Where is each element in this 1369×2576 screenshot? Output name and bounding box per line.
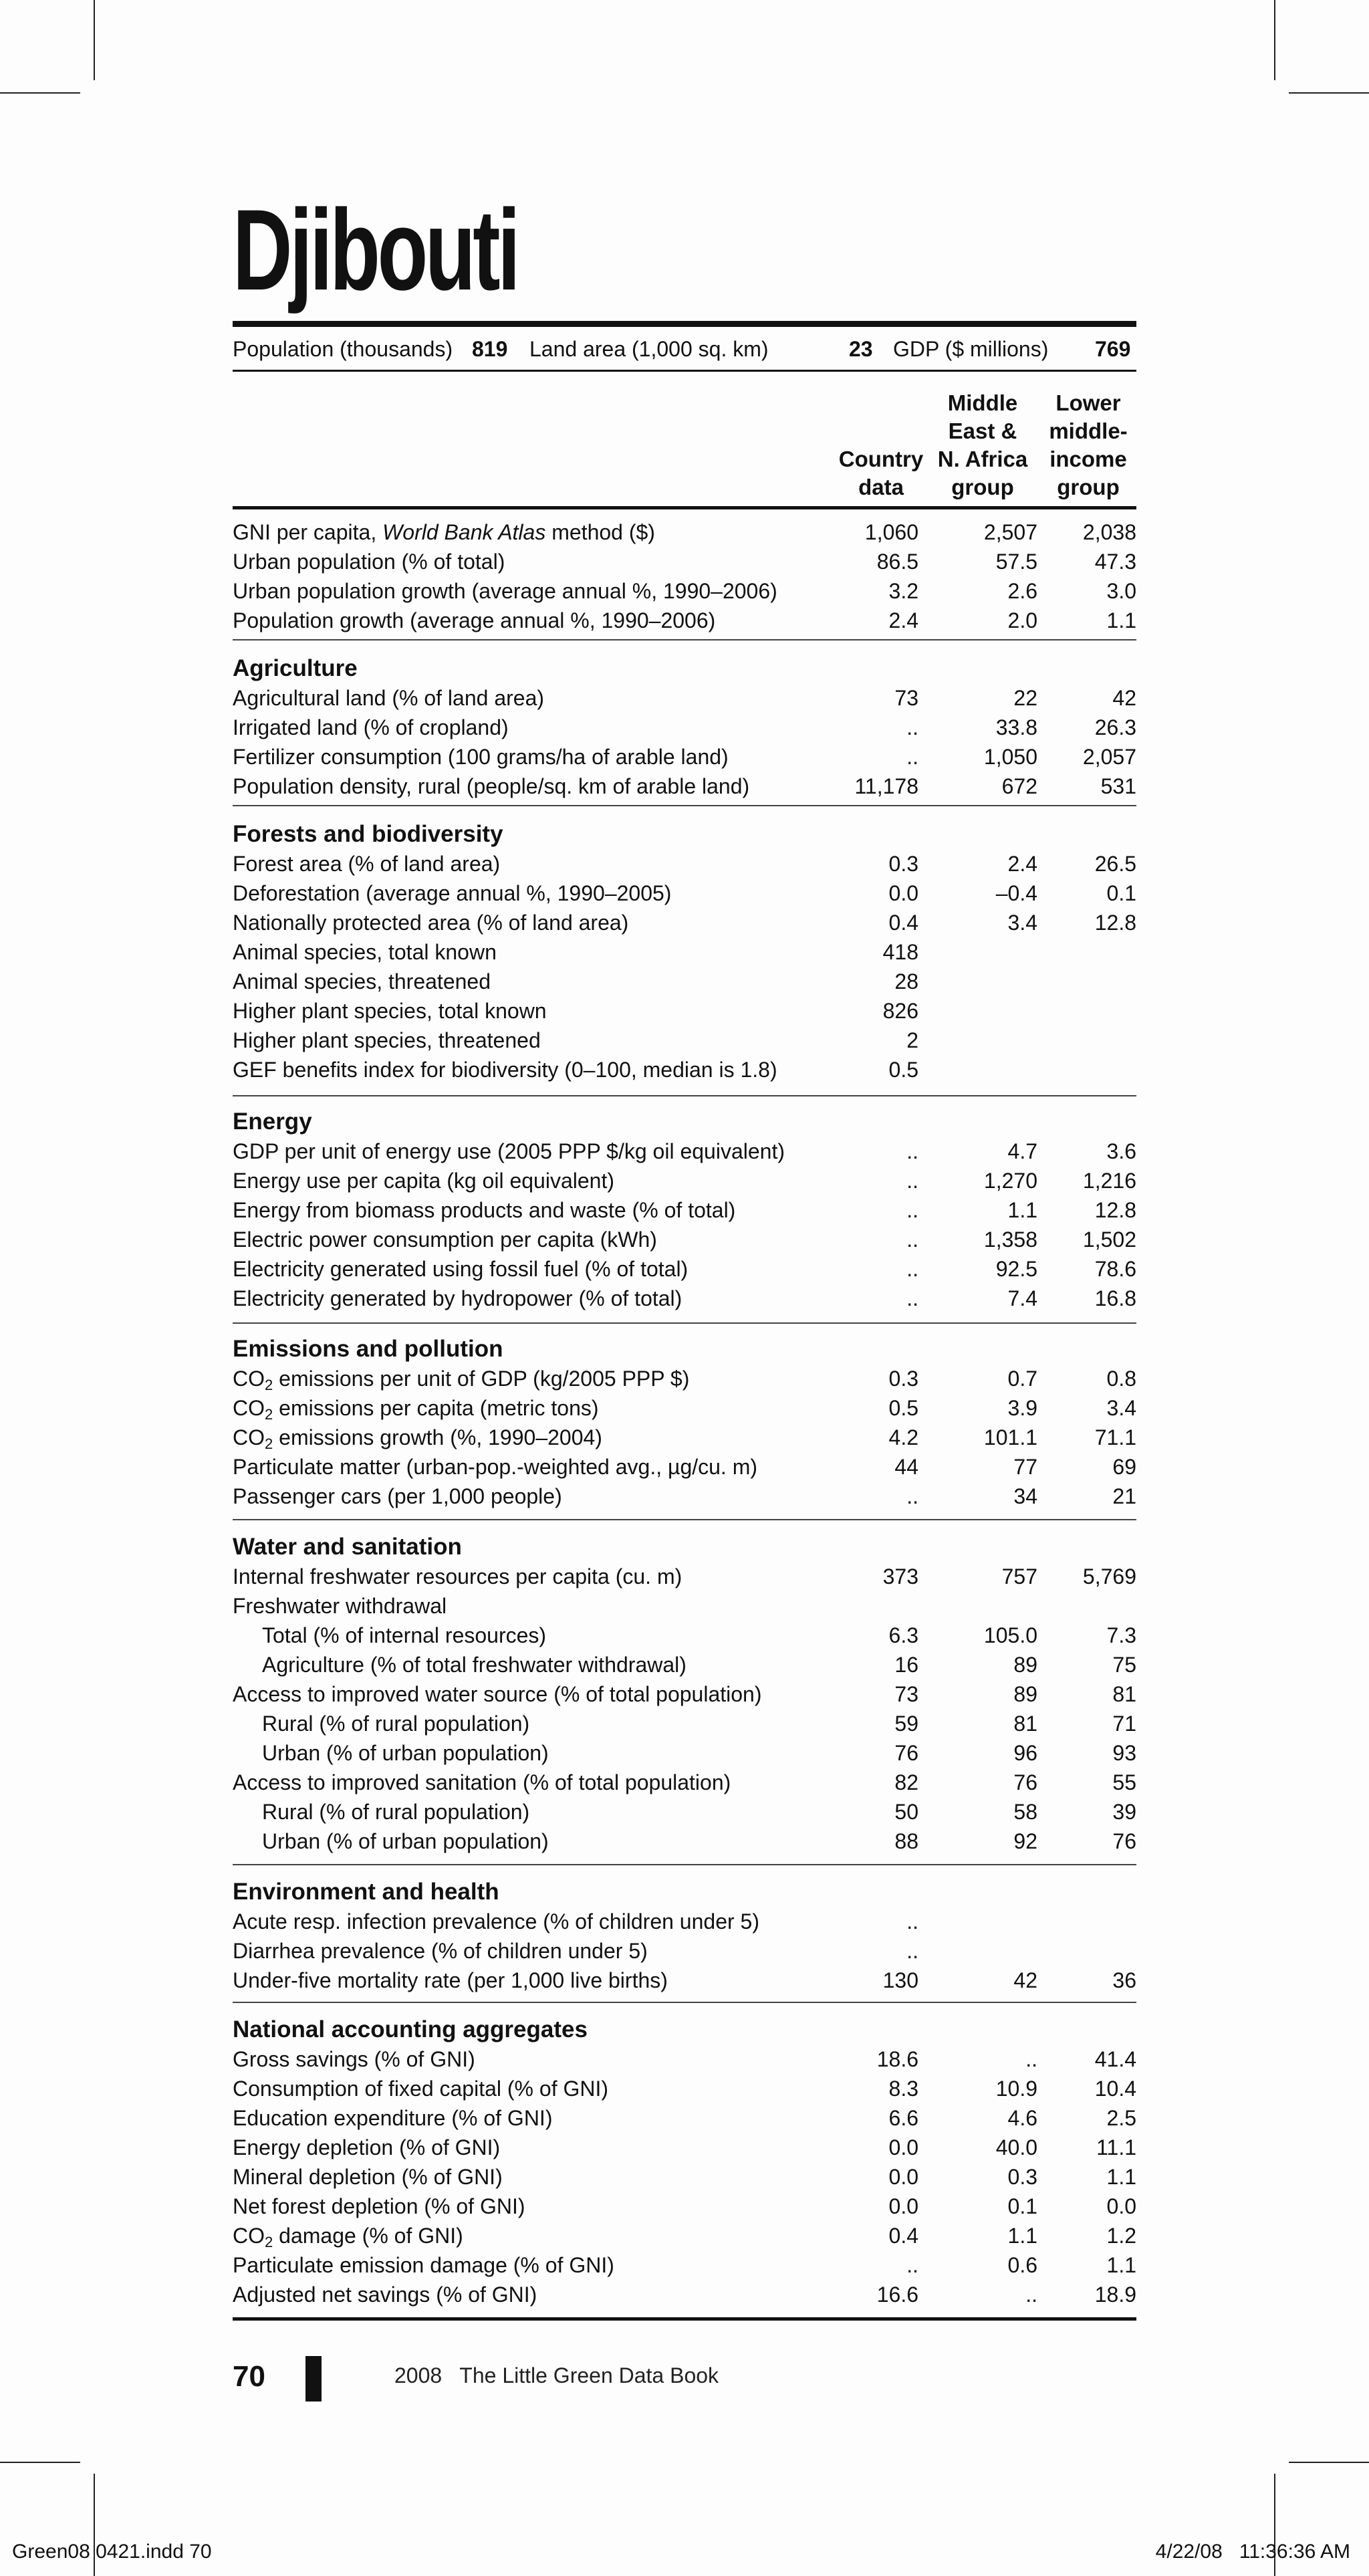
table-row: Animal species, total known 418 — [233, 940, 918, 964]
table-row: GDP per unit of energy use (2005 PPP $/kg oil equivalent) .. 4.7 3.6 — [233, 1139, 1136, 1163]
table-row: Energy from biomass products and waste (% of total) .. 1.1 12.8 — [233, 1198, 1136, 1222]
table-row: Agriculture (% of total freshwater withdrawal) 16 89 75 — [262, 1653, 1136, 1677]
population-label: Population (thousands) — [233, 337, 453, 361]
table-row: Higher plant species, threatened 2 — [233, 1028, 918, 1052]
table-row: Population growth (average annual %, 1990–2006) 2.4 2.0 1.1 — [233, 608, 1136, 632]
summary-rule — [233, 370, 1136, 372]
section-rule — [233, 1322, 1136, 1324]
gdp-value: 769 — [1095, 337, 1131, 361]
section-rule — [233, 1864, 1136, 1865]
bottom-rule — [233, 2317, 1136, 2321]
table-row: $CO_2$ emissions per unit of GDP (kg/2005 PPP $) 0.3 0.7 0.8 — [233, 1367, 1136, 1393]
table-row: Higher plant species, total known 826 — [233, 999, 918, 1023]
page-number: 70 — [233, 2360, 265, 2393]
column-header-income: Lower middle- income group — [1049, 390, 1128, 499]
table-row: Urban (% of urban population) 76 96 93 — [262, 1741, 1136, 1765]
gdp-label: GDP ($ millions) — [893, 337, 1049, 361]
table-row: GEF benefits index for biodiversity (0–100, median is 1.8) 0.5 — [233, 1058, 918, 1082]
table-row: Urban (% of urban population) 88 92 76 — [262, 1829, 1136, 1853]
table-row: Electricity generated by hydropower (% of total) .. 7.4 16.8 — [233, 1286, 1136, 1310]
table-row: $CO_2$ emissions growth (%, 1990–2004) 4.2 101.1 71.1 — [233, 1425, 1136, 1452]
country-title: Djibouti — [233, 186, 518, 314]
table-row: GNI per capita, World Bank Atlas method ($) 1,060 2,507 2,038 — [233, 520, 1136, 544]
table-row: Fertilizer consumption (100 grams/ha of arable land) .. 1,050 2,057 — [233, 745, 1136, 769]
print-slug-timestamp: 4/22/08 11:36:36 AM — [1155, 2541, 1350, 2563]
summary-bar — [233, 334, 1136, 364]
table-row: Urban population (% of total) 86.5 57.5 47.3 — [233, 550, 1136, 574]
table-row: Net forest depletion (% of GNI) 0.0 0.1 0.0 — [233, 2194, 1136, 2218]
table-row: Under-five mortality rate (per 1,000 live births) 130 42 36 — [233, 1968, 1136, 1992]
crop-mark — [1274, 0, 1275, 80]
table-row: Consumption of fixed capital (% of GNI) 8.3 10.9 10.4 — [233, 2077, 1136, 2101]
table-row: Gross savings (% of GNI) 18.6 .. 41.4 — [233, 2047, 1136, 2071]
table-row: Diarrhea prevalence (% of children under 5) .. — [233, 1939, 918, 1963]
section-rule — [233, 639, 1136, 640]
crop-mark — [94, 0, 95, 80]
print-slug-file: Green08 0421.indd 70 — [12, 2541, 212, 2563]
table-row: Acute resp. infection prevalence (% of children under 5) .. — [233, 1909, 918, 1934]
land-area-label: Land area (1,000 sq. km) — [529, 337, 769, 361]
table-row: Internal freshwater resources per capita (cu. m) 373 757 5,769 — [233, 1564, 1136, 1589]
table-row: Irrigated land (% of cropland) .. 33.8 26.3 — [233, 715, 1136, 739]
table-row: Energy depletion (% of GNI) 0.0 40.0 11.1 — [233, 2135, 1136, 2159]
section-rule — [233, 1519, 1136, 1520]
table-row: $CO_2$ emissions per capita (metric tons) 0.5 3.9 3.4 — [233, 1396, 1136, 1423]
section-heading-agriculture: Agriculture — [233, 655, 358, 681]
crop-mark — [1289, 2462, 1369, 2463]
table-row: Electric power consumption per capita (kWh) .. 1,358 1,502 — [233, 1227, 1136, 1252]
table-row: Freshwater withdrawal — [233, 1594, 447, 1618]
section-rule — [233, 1095, 1136, 1096]
table-row: Passenger cars (per 1,000 people) .. 34 21 — [233, 1484, 1136, 1508]
table-row: $CO_2$ damage (% of GNI) 0.4 1.1 1.2 — [233, 2224, 1136, 2250]
land-area-value: 23 — [849, 337, 873, 361]
book-title: 2008 The Little Green Data Book — [394, 2363, 719, 2387]
table-row: Particulate emission damage (% of GNI) .. 0.6 1.1 — [233, 2253, 1136, 2277]
table-row: Energy use per capita (kg oil equivalent) .. 1,270 1,216 — [233, 1169, 1136, 1193]
table-row: Rural (% of rural population) 50 58 39 — [262, 1800, 1136, 1824]
table-row: Deforestation (average annual %, 1990–2005) 0.0 –0.4 0.1 — [233, 881, 1136, 905]
table-row: Access to improved sanitation (% of total population) 82 76 55 — [233, 1770, 1136, 1794]
table-row: Education expenditure (% of GNI) 6.6 4.6 2.5 — [233, 2106, 1136, 2130]
table-row: Population density, rural (people/sq. km of arable land) 11,178 672 531 — [233, 774, 1136, 798]
population-value: 819 — [472, 337, 508, 361]
section-heading-energy: Energy — [233, 1108, 312, 1135]
table-row: Animal species, threatened 28 — [233, 969, 918, 993]
section-rule — [233, 805, 1136, 806]
table-row: Agricultural land (% of land area) 73 22 42 — [233, 686, 1136, 710]
top-rule — [233, 321, 1136, 327]
column-header-region: Middle East & N. Africa group — [937, 390, 1028, 499]
table-row: Mineral depletion (% of GNI) 0.0 0.3 1.1 — [233, 2165, 1136, 2189]
table-row: Rural (% of rural population) 59 81 71 — [262, 1712, 1136, 1736]
section-heading-water: Water and sanitation — [233, 1534, 462, 1560]
header-rule — [233, 506, 1136, 509]
column-header-country: Country data — [838, 447, 924, 499]
section-heading-forests: Forests and biodiversity — [233, 821, 503, 847]
table-row: Adjusted net savings (% of GNI) 16.6 .. 18.9 — [233, 2282, 1136, 2307]
crop-mark — [0, 92, 80, 94]
table-row: Particulate matter (urban-pop.-weighted avg., µg/cu. m) 44 77 69 — [233, 1455, 1136, 1479]
crop-mark — [0, 2462, 80, 2463]
section-rule — [233, 2002, 1136, 2003]
section-heading-national-accounts: National accounting aggregates — [233, 2016, 588, 2042]
section-heading-health: Environment and health — [233, 1879, 499, 1905]
section-heading-emissions: Emissions and pollution — [233, 1336, 503, 1362]
table-row: Nationally protected area (% of land area) 0.4 3.4 12.8 — [233, 911, 1136, 935]
page-number-bar — [305, 2356, 322, 2402]
table-row: Forest area (% of land area) 0.3 2.4 26.5 — [233, 852, 1136, 876]
table-row: Electricity generated using fossil fuel (% of total) .. 92.5 78.6 — [233, 1257, 1136, 1281]
table-row: Access to improved water source (% of total population) 73 89 81 — [233, 1682, 1136, 1706]
table-row: Urban population growth (average annual %, 1990–2006) 3.2 2.6 3.0 — [233, 579, 1136, 603]
table-row: Total (% of internal resources) 6.3 105.0 7.3 — [262, 1623, 1136, 1647]
crop-mark — [1289, 92, 1369, 94]
